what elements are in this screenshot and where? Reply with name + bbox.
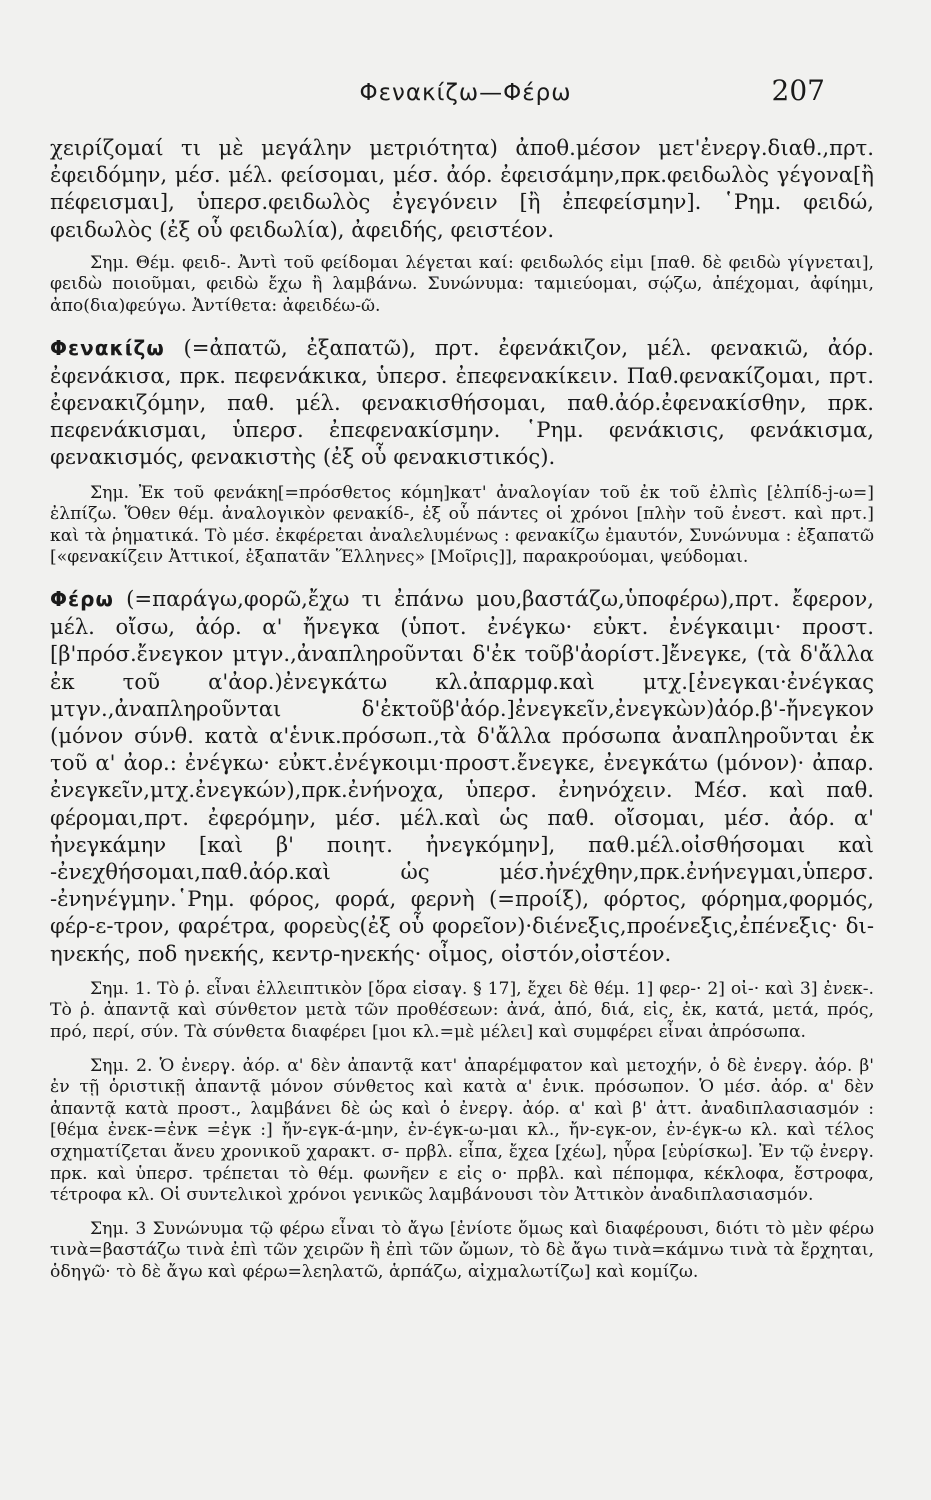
entry-fenakizo-text: (=ἀπατῶ, ἐξαπατῶ), πρτ. ἐφενάκιζον, μέλ. φενακιῶ, ἀόρ. ἐφενάκισα, πρκ. πεφενάκικα, ὑπερσ. ἐπεφενακίκειν. Παθ.φενακίζομαι, πρτ. ἐφενακιζόμην, παθ. μέλ. φενακισθήσομαι, παθ.ἀόρ.ἐφενακίσθην, πρκ. πεφενάκισμαι, ὑπερσ. ἐπεφενακίσμην. ῾Ρημ. φενάκισις, φενάκισμα, φενακισμός, φενακιστὴς (ἐξ οὗ φενακιστικός). xyxy=(50,334,874,470)
note-fero-1: Σημ. 1. Τὸ ῥ. εἶναι ἐλλειπτικὸν [ὅρα εἰσαγ. § 17], ἔχει δὲ θέμ. 1] φερ-· 2] οἰ-· καὶ 3] ἐνεκ-. Τὸ ῥ. ἀπαντᾷ καὶ σύνθετον μετὰ τῶν προθέσεων: ἀνά, ἀπό, διά, εἰς, ἐκ, κατά, μετά, πρός, πρό, περί, σύν. Τὰ σύνθετα διαφέρει [μοι κλ.=μὲ μέλει] καὶ συμφέρει εἶναι ἀπρόσωπα. xyxy=(50,978,874,1043)
lemma-fero: Φέρω xyxy=(50,586,114,611)
running-title: Φενακίζω—Φέρω xyxy=(359,80,572,106)
note-fenakizo: Σημ. Ἐκ τοῦ φενάκη[=πρόσθετος κόμη]κατ' ἀναλογίαν τοῦ ἐκ τοῦ ἐλπὶς [ἐλπίδ-j-ω=] ἐλπίζω. Ὅθεν θέμ. ἀναλογικὸν φενακίδ-, ἐξ οὗ πάντες οἱ χρόνοι [πλὴν τοῦ ἐνεστ. καὶ πρτ.] καὶ τὰ ῥηματικά. Τὸ μέσ. ἐκφέρεται ἀναλελυμένως : φενακίζω ἐμαυτόν, Συνώνυμα : ἐξαπατῶ [«φενακίζειν Ἀττικοί, ἐξαπατᾶν Ἕλληνες» [Μοῖρις]], παρακρούομαι, ψεύδομαι. xyxy=(50,482,874,568)
page-number: 207 xyxy=(771,74,825,107)
entry-fero xyxy=(50,585,874,967)
entry-continuation: χειρίζομαί τι μὲ μεγάλην μετριότητα) ἀποθ.μέσον μετ'ἐνεργ.διαθ.,πρτ. ἐφειδόμην, μέσ. μέλ. φείσομαι, μέσ. ἀόρ. ἐφεισάμην,πρκ.φειδωλὸς γέγονα[ἢ πέφεισμαι], ὑπερσ.φειδωλὸς ἐγεγόνειν [ἢ ἐπεφείσμην]. ῾Ρημ. φειδώ, φειδωλὸς (ἐξ οὗ φειδωλία), ἀφειδής, φειστέον. xyxy=(50,135,874,242)
note-fero-3: Σημ. 3 Συνώνυμα τῷ φέρω εἶναι τὸ ἄγω [ἐνίοτε ὅμως καὶ διαφέρουσι, διότι τὸ μὲν φέρω τινὰ=βαστάζω τινὰ ἐπὶ τῶν χειρῶν ἢ ἐπὶ τῶν ὤμων, τὸ δὲ ἄγω τινὰ=κάμνω τινὰ τὰ ἔρχηται, ὁδηγῶ· τὸ δὲ ἄγω καὶ φέρω=λεηλατῶ, ἁρπάζω, αἰχμαλωτίζω] καὶ κομίζω. xyxy=(50,1218,874,1282)
page-header xyxy=(0,72,931,122)
page-body xyxy=(50,134,874,1284)
lemma-fenakizo: Φενακίζω xyxy=(50,335,165,360)
note-feidomai: Σημ. Θέμ. φειδ-. Ἀντὶ τοῦ φείδομαι λέγεται καί: φειδωλός εἰμι [παθ. δὲ φειδὼ γίγνεται], φειδὼ ποιοῦμαι, φειδὼ ἔχω ἢ λαμβάνω. Συνώνυμα: ταμιεύομαι, σῴζω, ἀπέχομαι, ἀφίημι, ἀπο(δια)φεύγω. Ἀντίθετα: ἀφειδέω-ῶ. xyxy=(50,252,874,316)
entry-fenakizo xyxy=(50,334,874,471)
entry-fero-text: (=παράγω,φορῶ,ἔχω τι ἐπάνω μου,βαστάζω,ὑποφέρω),πρτ. ἔφερον, μέλ. οἴσω, ἀόρ. α' ἤνεγκα (ὑποτ. ἐνέγκω· εὐκτ. ἐνέγκαιμι· προστ. [β'πρόσ.ἔνεγκον μτγν.,ἀναπληροῦνται δ'ἐκ τοῦβ'ἀορίστ.]ἔνεγκε, (τὰ δ'ἄλλα ἐκ τοῦ α'ἀορ.)ἐνεγκάτω κλ.ἀπαρμφ.καὶ μτχ.[ἐνεγκαι·ἐνέγκας μτγν.,ἀναπληροῦνται δ'ἐκτοῦβ'ἀόρ.]ἐνεγκεῖν,ἐνεγκὼν)ἀόρ.β'-ἤνεγκον (μόνον σύνθ. κατὰ α'ἑνικ.πρόσωπ.,τὰ δ'ἄλλα πρόσωπα ἀναπληροῦνται ἐκ τοῦ α' ἀορ.: ἐνέγκω· εὐκτ.ἐνέγκοιμι·προστ.ἔνεγκε, ἐνεγκάτω (μόνον)· ἀπαρ. ἐνεγκεῖν,μτχ.ἐνεγκών),πρκ.ἐνήνοχα, ὑπερσ. ἐνηνόχειν. Μέσ. καὶ παθ. φέρομαι,πρτ. ἐφερόμην, μέσ. μέλ.καὶ ὡς παθ. οἴσομαι, μέσ. ἀόρ. α' ἠνεγκάμην [καὶ β' ποιητ. ἠνεγκόμην], παθ.μέλ.οἰσθήσομαι καὶ -ἐνεχθήσομαι,παθ.ἀόρ.καὶ ὡς μέσ.ἠνέχθην,πρκ.ἐνήνεγμαι,ὑπερσ. -ἐνηνέγμην.῾Ρημ. φόρος, φορά, φερνὴ (=προίξ), φόρτος, φόρημα,φορμός, φέρ-ε-τρον, φαρέτρα, φορεὺς(ἐξ οὗ φορεῖον)·διένεξις,προένεξις,ἐπένεξις· δι-ηνεκής, ποδ ηνεκής, κεντρ-ηνεκής· οἶμος, οἰστόν,οἰστέον. xyxy=(50,585,874,966)
note-fero-2: Σημ. 2. Ὁ ἐνεργ. ἀόρ. α' δὲν ἀπαντᾷ κατ' ἀπαρέμφατον καὶ μετοχήν, ὁ δὲ ἐνεργ. ἀόρ. β' ἐν τῇ ὁριστικῇ ἀπαντᾷ μόνον σύνθετος καὶ κατὰ α' ἑνικ. πρόσωπον. Ὁ μέσ. ἀόρ. α' δὲν ἀπαντᾷ κατὰ προστ., λαμβάνει δὲ ὡς καὶ ὁ ἐνεργ. ἀόρ. α' καὶ β' ἀττ. ἀναδιπλασιασμόν : [θέμα ἐνεκ-=ἐνκ =ἐγκ :] ἤν-εγκ-ά-μην, ἐν-έγκ-ω-μαι κλ., ἤν-εγκ-ον, ἐν-έγκ-ω κλ. καὶ τέλος σχηματίζεται ἄνευ χρονικοῦ χαρακτ. σ- πρβλ. εἶπα, ἔχεα [χέω], ηὗρα [εὑρίσκω]. Ἐν τῷ ἐνεργ. πρκ. καὶ ὑπερσ. τρέπεται τὸ θέμ. φωνῆεν ε εἰς ο· πρβλ. καὶ πέπομφα, κέκλοφα, ἔστροφα, τέτροφα κλ. Οἱ συντελικοὶ χρόνοι γενικῶς λαμβάνουσι τὸν Ἀττικὸν ἀναδιπλασιασμόν. xyxy=(50,1055,874,1206)
